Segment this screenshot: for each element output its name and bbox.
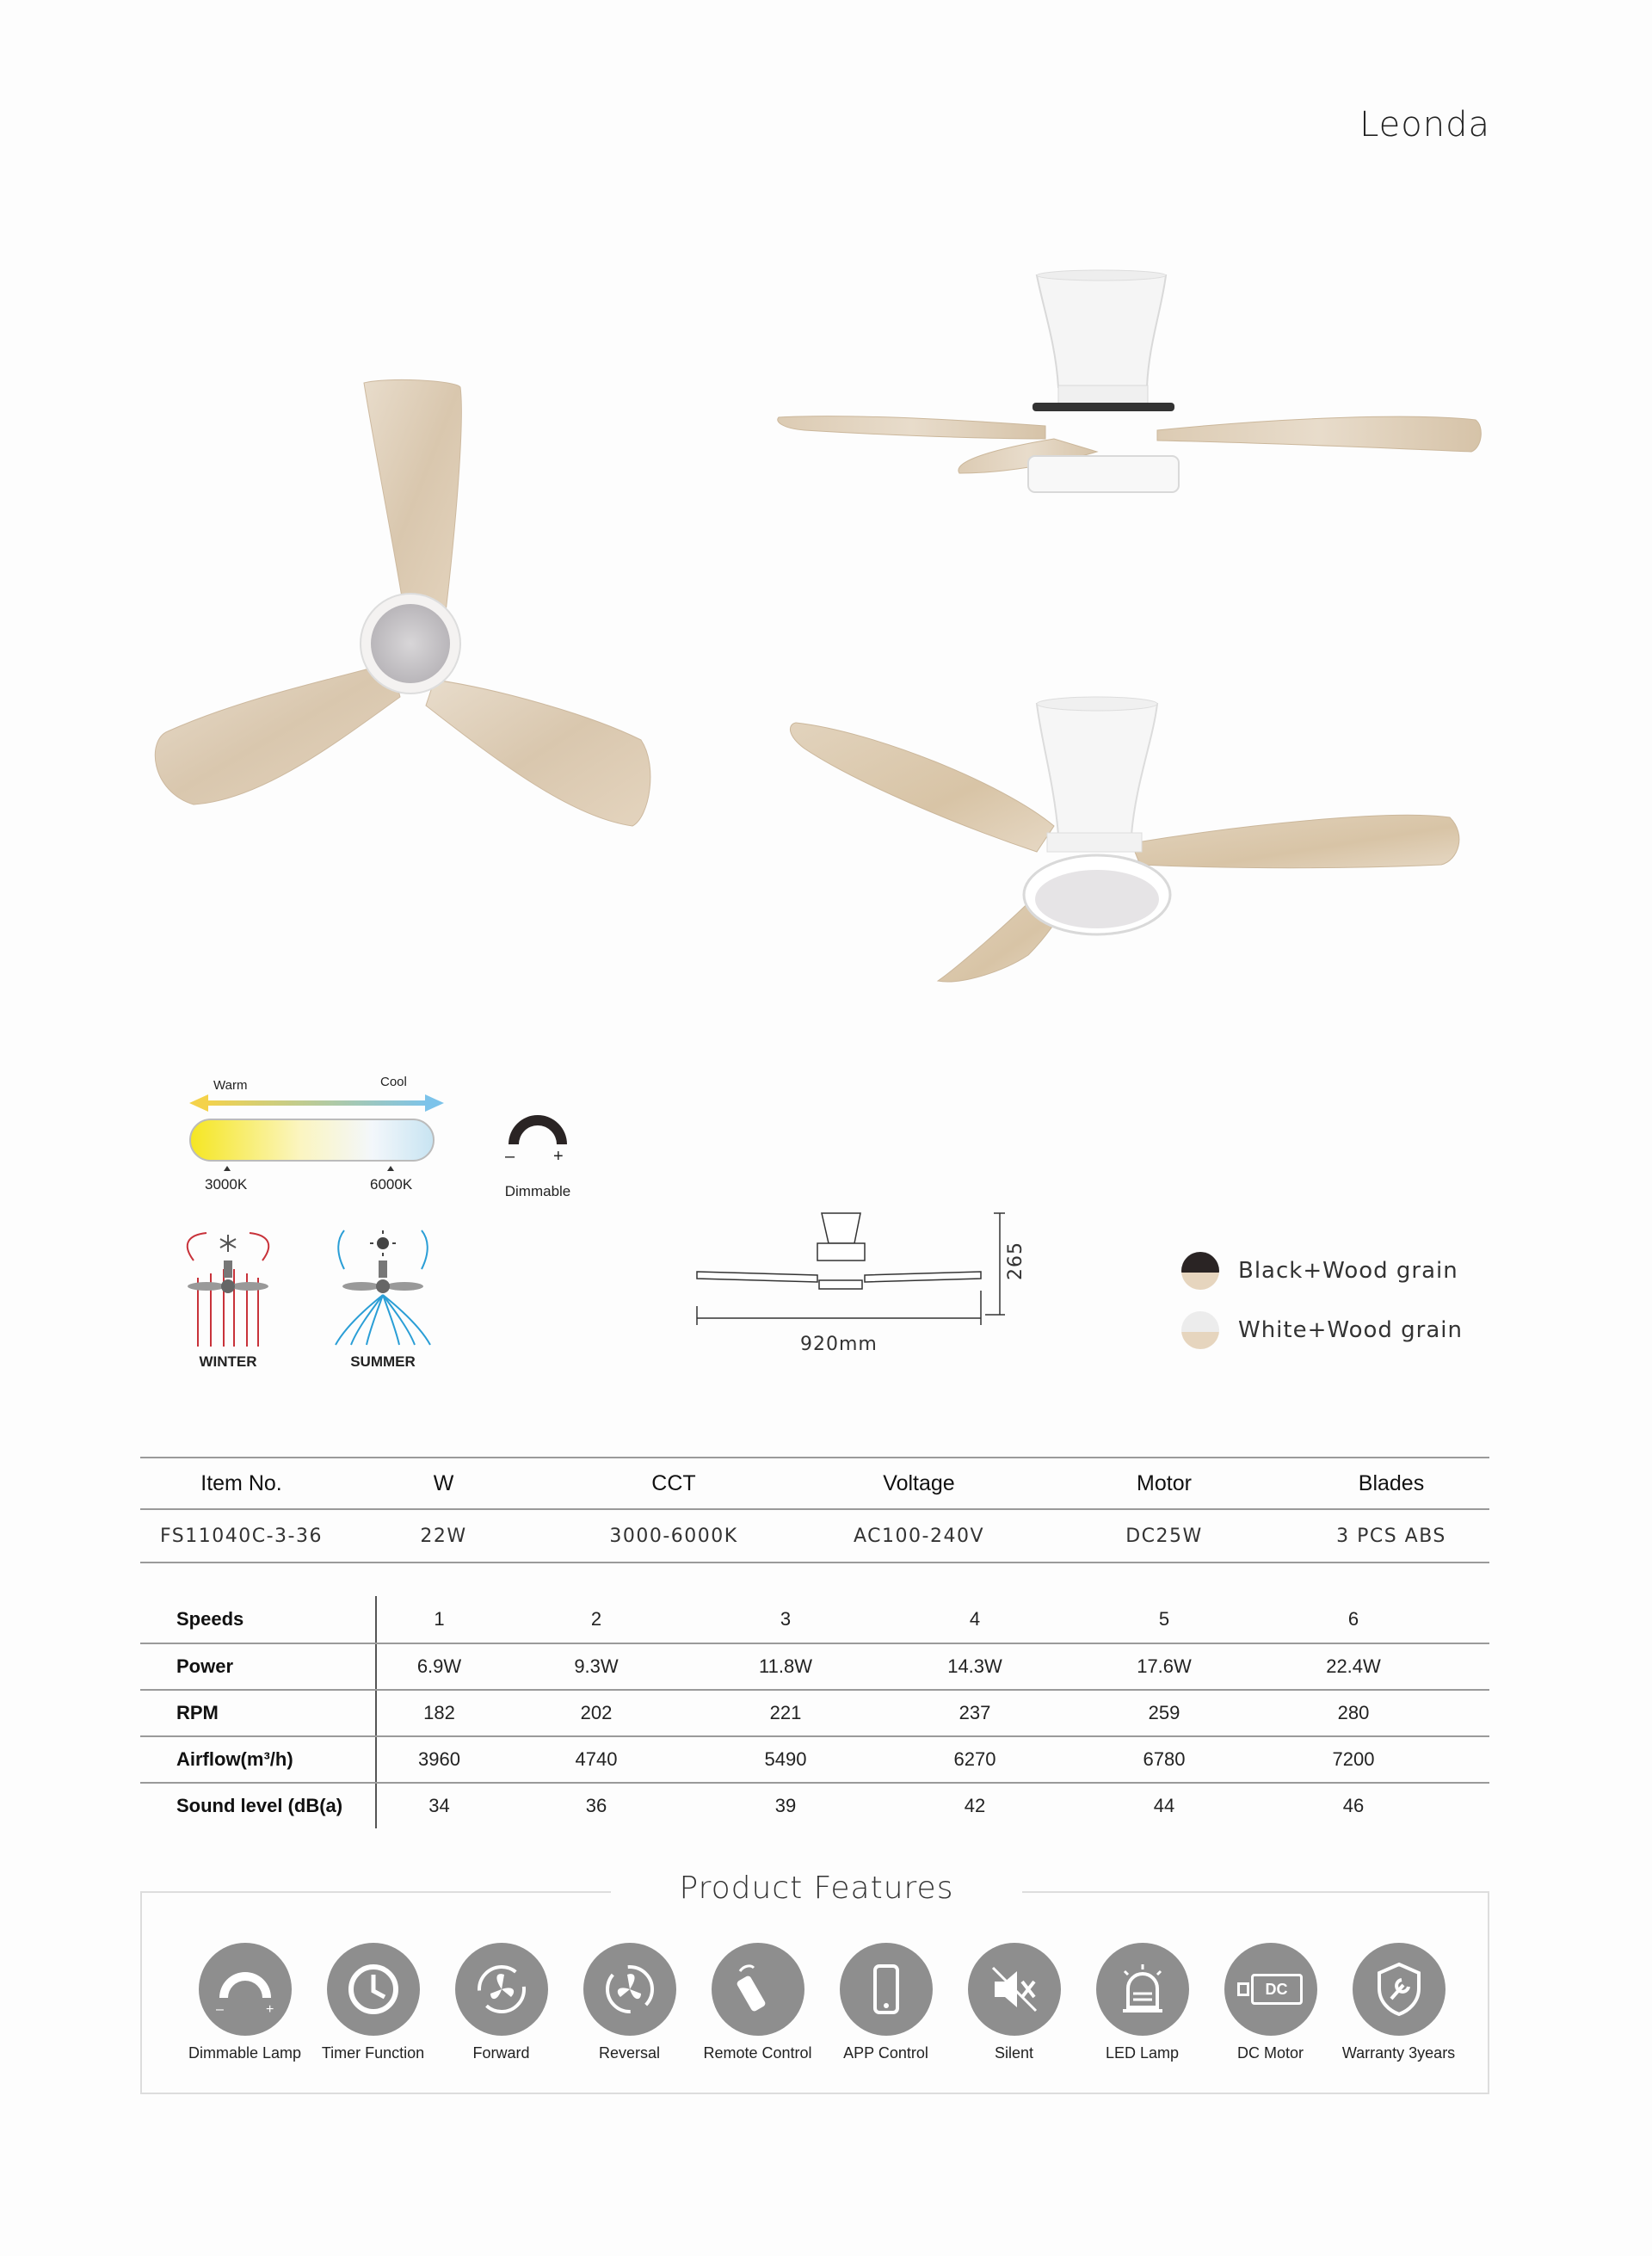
winter-label: WINTER <box>199 1353 257 1370</box>
white-swatch-icon <box>1181 1311 1219 1349</box>
feature-forward <box>437 1943 565 2062</box>
timer-icon <box>327 1943 420 2036</box>
warranty-icon <box>1353 1943 1446 2036</box>
cool-label: Cool <box>380 1075 407 1089</box>
color-temperature-block <box>181 1071 456 1209</box>
feature-led-lamp <box>1078 1943 1206 2062</box>
cct-min-marker <box>224 1166 231 1171</box>
features-title-wrap <box>142 1871 1491 1906</box>
speed-table-row <box>140 1735 1489 1782</box>
spec-value-row <box>140 1510 1489 1563</box>
feature-label: Dimmable Lamp <box>188 2044 302 2062</box>
fan-top-view-image <box>142 370 658 835</box>
cell-value: 17.6W <box>1137 1655 1192 1677</box>
fan-angled-view-image <box>787 688 1476 998</box>
cell-value: 5 <box>1158 1608 1170 1630</box>
header-voltage: Voltage <box>883 1470 955 1495</box>
black-swatch-icon <box>1181 1252 1219 1290</box>
summer-mode-block <box>327 1226 439 1381</box>
feature-label: Warranty 3years <box>1341 2044 1456 2062</box>
dimmable-label: Dimmable <box>504 1183 571 1199</box>
product-title: Leonda <box>1359 105 1490 145</box>
row-label: RPM <box>140 1691 377 1735</box>
dimmable-icon <box>199 1943 292 2036</box>
row-label: Sound level (dB(a) <box>140 1784 377 1828</box>
cell-value: 2 <box>590 1608 602 1630</box>
cct-max-marker <box>387 1166 394 1171</box>
dc-text: DC <box>1251 1974 1303 2005</box>
features-title: Product Features <box>611 1871 1023 1906</box>
led-icon <box>1096 1943 1189 2036</box>
header-watt: W <box>433 1470 454 1495</box>
summer-label: SUMMER <box>350 1353 416 1370</box>
motor-shaft <box>1237 1982 1249 1996</box>
feature-label: Reversal <box>598 2044 661 2062</box>
feature-warranty <box>1335 1943 1463 2062</box>
speed-table-row <box>140 1689 1489 1735</box>
cell-value: 22.4W <box>1326 1655 1381 1677</box>
feature-silent <box>950 1943 1078 2062</box>
forward-icon <box>455 1943 548 2036</box>
phone-icon <box>840 1943 933 2036</box>
summer-airflow-icon <box>327 1226 439 1347</box>
reversal-icon <box>583 1943 676 2036</box>
cell-value: 11.8W <box>759 1655 812 1677</box>
feature-label: LED Lamp <box>1105 2044 1180 2062</box>
value-motor: DC25W <box>1125 1525 1203 1547</box>
feature-reversal <box>565 1943 693 2062</box>
cell-value: 6780 <box>1143 1748 1186 1770</box>
height-dimension: 265 <box>1005 1242 1026 1280</box>
value-item-no: FS11040C-3-36 <box>160 1525 323 1547</box>
header-blades: Blades <box>1358 1470 1425 1495</box>
color-option-black[interactable] <box>1181 1252 1458 1290</box>
cell-value: 5490 <box>764 1748 807 1770</box>
cell-value: 3 <box>780 1608 792 1630</box>
row-label: Airflow(m³/h) <box>140 1737 377 1782</box>
feature-label: Forward <box>472 2044 530 2062</box>
silent-icon <box>968 1943 1061 2036</box>
cell-value: 221 <box>769 1702 802 1723</box>
value-watt: 22W <box>420 1525 467 1547</box>
row-label: Power <box>140 1644 377 1689</box>
cct-gradient-bar <box>189 1119 435 1162</box>
cell-value: 14.3W <box>947 1655 1002 1677</box>
width-dimension: 920mm <box>800 1334 878 1355</box>
swatch-top <box>1181 1311 1219 1332</box>
color-name: Black+Wood grain <box>1238 1258 1458 1284</box>
dimension-drawing <box>688 1205 1032 1368</box>
svg-text:–: – <box>215 2002 224 2015</box>
winter-mode-block <box>172 1226 284 1381</box>
speed-table-row <box>140 1782 1489 1828</box>
dimmable-block <box>495 1106 581 1200</box>
cell-value: 36 <box>585 1795 607 1816</box>
swatch-wood <box>1181 1332 1219 1349</box>
svg-text:+: + <box>265 2002 274 2015</box>
feature-dc-motor <box>1206 1943 1335 2062</box>
swatch-wood <box>1181 1273 1219 1290</box>
cell-value: 39 <box>774 1795 797 1816</box>
cell-value: 182 <box>423 1702 455 1723</box>
feature-label: DC Motor <box>1236 2044 1304 2062</box>
speed-table <box>140 1596 1489 1828</box>
winter-airflow-icon <box>172 1226 284 1347</box>
spec-header-row <box>140 1457 1489 1510</box>
cell-value: 9.3W <box>574 1655 619 1677</box>
cell-value: 6270 <box>953 1748 996 1770</box>
feature-label: Remote Control <box>703 2044 812 2062</box>
row-label: Speeds <box>140 1596 377 1643</box>
feature-app-control <box>822 1943 950 2062</box>
spec-table <box>140 1457 1489 1563</box>
dimmable-minus: – <box>505 1147 515 1166</box>
dc-motor-icon <box>1224 1943 1317 2036</box>
cct-max-label: 6000K <box>370 1176 413 1193</box>
dimmable-plus: + <box>553 1147 564 1166</box>
feature-label: APP Control <box>843 2044 928 2062</box>
cell-value: 6 <box>1347 1608 1359 1630</box>
cell-value: 7200 <box>1332 1748 1375 1770</box>
feature-remote-control <box>693 1943 822 2062</box>
speed-table-row <box>140 1596 1489 1643</box>
value-voltage: AC100-240V <box>854 1525 984 1547</box>
cell-value: 6.9W <box>416 1655 462 1677</box>
cell-value: 4740 <box>575 1748 618 1770</box>
color-name: White+Wood grain <box>1238 1317 1463 1343</box>
cell-value: 237 <box>959 1702 991 1723</box>
cell-value: 259 <box>1148 1702 1180 1723</box>
header-cct: CCT <box>651 1470 696 1495</box>
header-item-no: Item No. <box>200 1470 282 1495</box>
swatch-top <box>1181 1252 1219 1273</box>
cell-value: 3960 <box>418 1748 460 1770</box>
value-blades: 3 PCS ABS <box>1336 1525 1446 1547</box>
cell-value: 4 <box>969 1608 981 1630</box>
dc-motor-shape <box>1237 1974 1304 2005</box>
feature-label: Timer Function <box>321 2044 425 2062</box>
color-option-white[interactable] <box>1181 1311 1463 1349</box>
remote-icon <box>712 1943 804 2036</box>
cell-value: 42 <box>964 1795 986 1816</box>
fan-side-view-image <box>770 258 1493 508</box>
speed-table-row <box>140 1643 1489 1689</box>
cell-value: 1 <box>434 1608 445 1630</box>
cct-min-label: 3000K <box>205 1176 248 1193</box>
cell-value: 34 <box>428 1795 450 1816</box>
product-features-panel <box>140 1871 1489 2094</box>
cell-value: 46 <box>1342 1795 1365 1816</box>
cell-value: 44 <box>1153 1795 1175 1816</box>
value-cct: 3000-6000K <box>609 1525 738 1547</box>
header-motor: Motor <box>1137 1470 1192 1495</box>
warm-label: Warm <box>213 1078 248 1093</box>
feature-dimmable-lamp <box>181 1943 309 2062</box>
feature-label: Silent <box>994 2044 1034 2062</box>
cell-value: 202 <box>580 1702 613 1723</box>
feature-timer <box>309 1943 437 2062</box>
cell-value: 280 <box>1337 1702 1370 1723</box>
